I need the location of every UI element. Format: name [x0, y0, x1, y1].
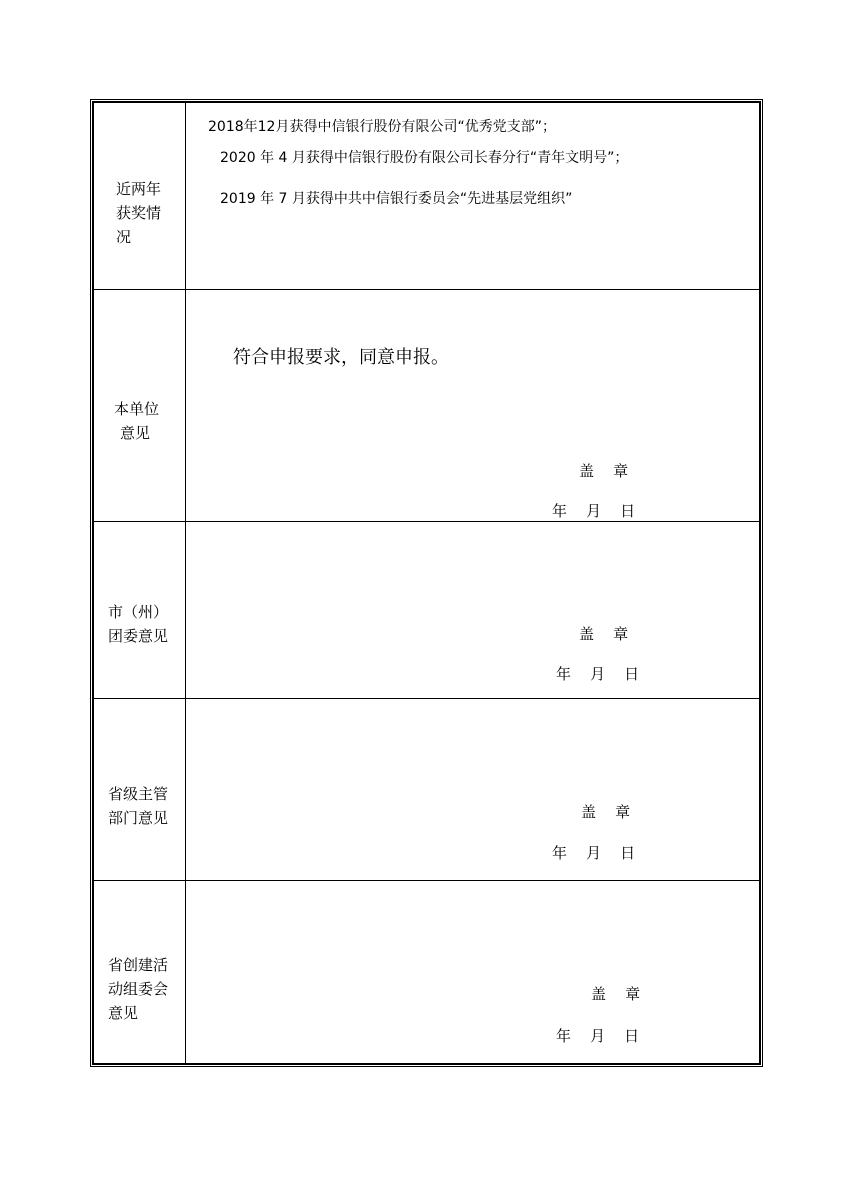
award-item: 2019 年 7 月获得中共中信银行委员会“先进基层党组织”: [220, 191, 573, 207]
province-committee-opinion-label-line-1: 省创建活: [108, 956, 169, 974]
seal-label: 盖 章: [579, 462, 629, 480]
date-label: 年 月 日: [556, 1027, 640, 1045]
awards-content: [186, 103, 759, 289]
date-label: 年 月 日: [556, 665, 640, 683]
seal-label: 盖 章: [581, 803, 631, 821]
date-label: 年 月 日: [552, 502, 636, 520]
city-opinion-content: [186, 522, 759, 698]
awards-label-line-1: 近两年: [116, 180, 162, 198]
row-city-opinion: [94, 522, 759, 698]
seal-label: 盖 章: [579, 625, 629, 643]
awards-label-line-2: 获奖情: [116, 204, 162, 222]
province-committee-opinion-content: [186, 881, 759, 1063]
city-opinion-label-line-1: 市（州）: [108, 603, 169, 621]
province-committee-opinion-label-line-2: 动组委会: [108, 980, 169, 998]
province-dept-opinion-content: [186, 699, 759, 880]
unit-opinion-text: 符合申报要求，同意申报。: [233, 347, 449, 368]
row-unit-opinion: [94, 290, 759, 521]
application-form-table: [92, 101, 761, 1065]
row-province-dept-opinion: [94, 699, 759, 880]
award-item: 2020 年 4 月获得中信银行股份有限公司长春分行“青年文明号”；: [220, 150, 629, 166]
award-item: 2018年12月获得中信银行股份有限公司“优秀党支部”；: [208, 119, 556, 135]
province-committee-opinion-label-line-3: 意见: [108, 1004, 139, 1022]
row-awards: [94, 103, 759, 289]
unit-opinion-label-line-2: 意见: [120, 424, 151, 442]
unit-opinion-content: [186, 290, 759, 521]
date-label: 年 月 日: [552, 844, 636, 862]
seal-label: 盖 章: [591, 985, 641, 1003]
awards-label-line-3: 况: [116, 228, 132, 246]
province-dept-opinion-label-line-2: 部门意见: [108, 809, 169, 827]
province-dept-opinion-label-line-1: 省级主管: [108, 785, 169, 803]
city-opinion-label-line-2: 团委意见: [108, 627, 169, 645]
row-province-committee-opinion: [94, 881, 759, 1063]
unit-opinion-label-line-1: 本单位: [114, 400, 160, 418]
